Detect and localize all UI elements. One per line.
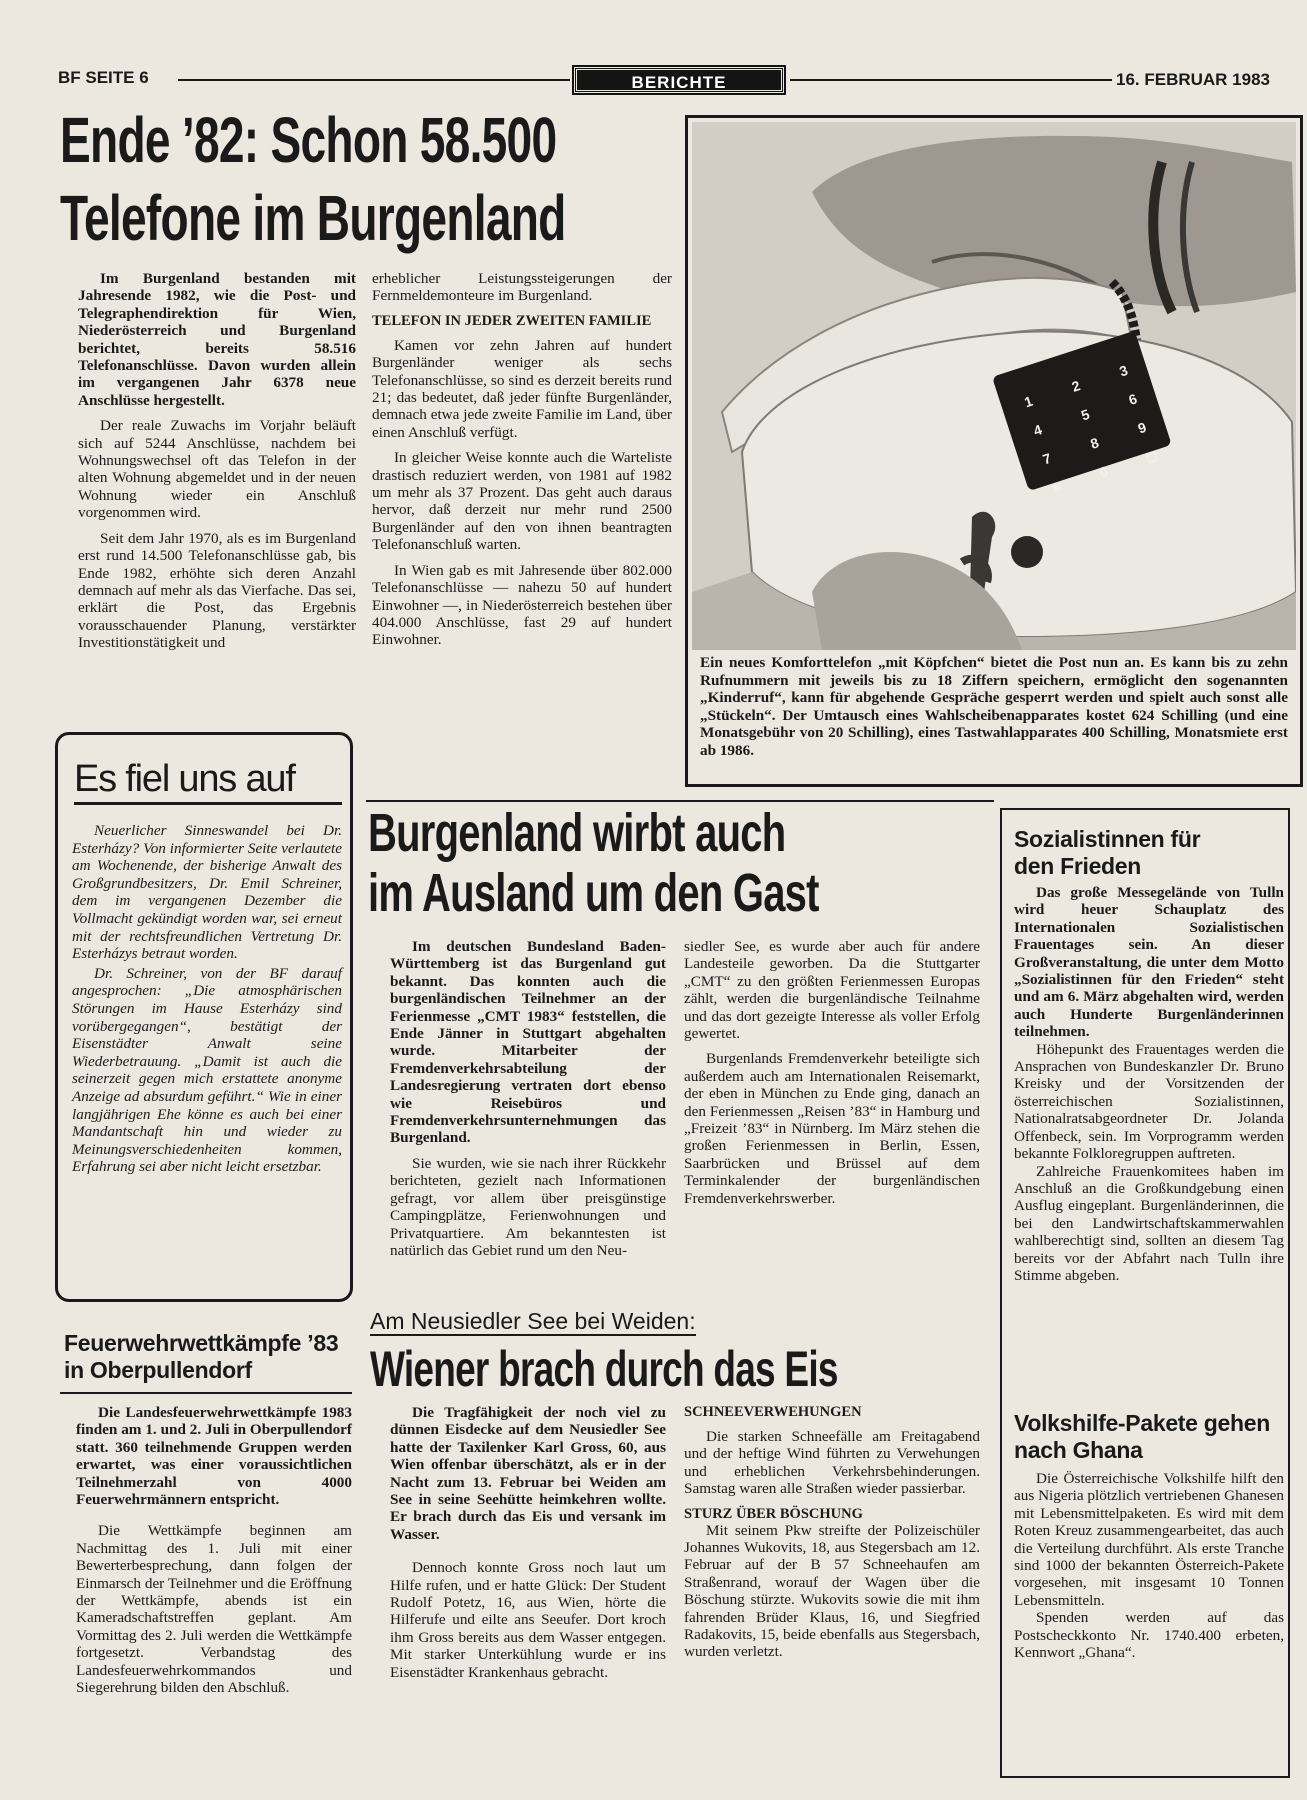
feuerwehr-text [76,1404,352,1697]
volkshilfe-text [1014,1470,1284,1661]
telefon-column-2 [372,270,672,649]
keypad-key: 9 [1135,418,1149,437]
eis-kicker: Am Neusiedler See bei Weiden: [370,1308,696,1334]
ausland-p2: siedler See, es wurde aber auch für andere Landesteile geworben. Da die Stuttgarter „CMT“ zu den größten Ferienmessen Europas zählt, werden die burgenländische Teilnahme und das dort gezeigte Interesse als voller Erfolg gewertet. [684,938,980,1043]
sozialistinnen-lead: Das große Messegelände von Tulln wird heuer Schauplatz des Internationalen Sozialistischen Frauentages sein. An dieser Großveranstaltung, die unter dem Motto „Sozialistinnen für den Frieden“ steht und am 6. März abgehalten wird, werden auch Hunderte Burgenländerinnen teilnehmen. [1014,884,1284,1041]
ausland-column-2 [684,938,980,1207]
keypad-key: ∗ [1048,477,1065,497]
feuerwehr-lead: Die Landesfeuerwehrwettkämpfe 1983 finden am 1. und 2. Juli in Oberpullendorf statt. 360 teilnehmende Gruppen werden erwartet, was einer voraussichtlichen Teilnehmerzahl von 4000 Feuerwehrmännern entspricht. [76,1404,352,1509]
header-rule-right [790,79,1112,81]
aufgefallen-p1: Neuerlicher Sinneswandel bei Dr. Esterházy? Von informierter Seite verlautete am Wochenende, der bisherige Anwalt des Großgrundbesitzers, Dr. Emil Schreiner, dem im vergangenen Dezember die Vollmacht gekündigt worden war, sei erneut mit der rechtsfreundlichen Vertretung Dr. Esterházys betraut worden. [72,822,342,963]
ausland-lead: Im deutschen Bundesland Baden-Württemberg ist das Burgenland gut bekannt. Das konnten auch die burgenländischen Teilnehmer an der Ferienmesse „CMT 1983“ feststellen, die Ende Jänner in Stuttgart abgehalten wurde. Mitarbeiter der Fremdenverkehrsabteilung der Landesregierung vertraten dort ebenso wie Reisebüros und Fremdenverkehrsunternehmungen das Burgenland. [390,938,666,1147]
telefon-lead: Im Burgenland bestanden mit Jahresende 1982, wie die Post- und Telegraphendirektion für Wien, Niederösterreich und Burgenland berichtet, bereits 58.516 Telefonanschlüsse. Davon wurden allein im vergangenen Jahr 6378 neue Anschlüsse hergestellt. [78,270,356,409]
keypad-key: 1 [1022,392,1035,411]
keypad-key: 5 [1079,405,1092,424]
eis-lead: Die Tragfähigkeit der noch viel zu dünnen Eisdecke auf dem Neusiedler See hatte der Taxilenker Karl Gross, 60, aus Wien offenbar überschätzt, als er in der Nacht zum 13. Februar bei Weiden am See in seine Seehütte heimkehren wollte. Er brach durch das Eis und versank im Wasser. [390,1404,666,1543]
telefon-p5: In gleicher Weise konnte auch die Warteliste drastisch reduziert werden, von 1981 auf 1982 um mehr als 37 Prozent. Das geht auch daraus hervor, daß derzeit nur mehr rund 2500 Burgenländer auf den von ihnen beantragten Telefonanschluß warten. [372,449,672,554]
keypad-key: 2 [1069,377,1083,395]
volkshilfe-p1: Die Österreichische Volkshilfe hilft den aus Nigeria plötzlich vertriebenen Ghanesen mit Lebensmittelpaketen. Es wird mit dem Roten Kreuz zusammengearbeitet, das auch die Verteilung durchführt. Als erste Tranche sind 1000 der bekannten Österreich-Pakete vorgesehen, mit insgesamt 10 Tonnen Lebensmitteln. [1014,1470,1284,1609]
telefon-subhead: TELEFON IN JEDER ZWEITEN FAMILIE [372,312,652,329]
eis-p3: Mit seinem Pkw streifte der Polizeischüler Johannes Wukovits, 18, aus Stegersbach am 12. Februar auf der B 57 Schneehaufen am Straßenrand, worauf der Wagen über die Böschung stürzte. Wukovits sowie die mit ihm fahrenden Brüder Klaus, 16, und Siegfried Radakovits, 15, beide ebenfalls aus Stegersbach, wurden verletzt. [684,1521,980,1661]
headline-telefon-2: Telefone im Burgenland [60,182,566,254]
headline-ausland-1: Burgenland wirbt auch [368,803,786,863]
sozialistinnen-p2: Zahlreiche Frauenkomitees haben im Anschluß an die Großkundgebung einen Ausflug eingeplant. Burgenländerinnen, die bei den Landwirtschaftskammerwahlen wahlberechtigt sind, sollten an diesem Tag bereits vor der Abfahrt nach Tulln ihre Stimme abgeben. [1014,1162,1284,1284]
sozialistinnen-text [1014,884,1284,1284]
ausland-p1: Sie wurden, wie sie nach ihrer Rückkehr berichteten, gezielt nach Informationen gefragt, vor allem über preisgünstige Campingplätze, Ferienwohnungen und Privatquartiere. Am bekanntesten ist natürlich das Gebiet rund um den Neu- [390,1154,666,1259]
eis-p1: Dennoch konnte Gross noch laut um Hilfe rufen, und er hatte Glück: Der Student Rudolf Potetz, 16, aus Wien, hörte die Hilferufe und eilte ans Seeufer. Dort kroch ihm Gross bereits aus dem Wasser entgegen. Mit starker Unterkühlung wurde er ins Eisenstädter Krankenhaus gebracht. [390,1559,666,1681]
headline-eis: Wiener brach durch das Eis [370,1341,838,1397]
aufgefallen-title: Es fiel uns auf [74,756,342,805]
aufgefallen-text [72,822,342,1176]
telefon-p2: Seit dem Jahr 1970, als es im Burgenland erst rund 14.500 Telefonanschlüsse gab, bis Ende 1982, erhöhte sich deren Anzahl demnach auf mehr als das Vierfache. Das sei, erklärt die Post, das Ergebnis vorausschauender Planung, verstärkter Investitionstätigkeit und [78,529,356,652]
page-date: 16. FEBRUAR 1983 [1116,70,1271,89]
telefon-p1: Der reale Zuwachs im Vorjahr beläuft sich auf 5244 Anschlüsse, nachdem bei Wohnungswechsel oft das Telefon in der alten Wohnung abgemeldet und in der neuen Wohnung wieder ein Anschluß vorgenommen wird. [78,417,356,522]
ausland-column-1 [390,938,666,1259]
keypad-key: 8 [1088,434,1101,452]
photo-caption: Ein neues Komforttelefon „mit Köpfchen“ bietet die Post nun an. Es kann bis zu zehn Rufnummern mit jeweils bis zu 18 Ziffern speichern, ermöglicht den sogenannten „Kinderruf“, kann für abgehende Gespräche gesperrt werden und spielt auch sonst alle „Stückeln“. Der Umtausch eines Wahlscheibenapparates kostet 624 Schilling (und eine Monatsgebühr von 20 Schilling), eines Tastwahlapparates 400 Schilling, Monatsmiete erst ab 1986. [700,654,1288,759]
feuerwehr-title: Feuerwehrwettkämpfe ’83 in Oberpullendorf [64,1330,339,1383]
eis-sub2: STURZ ÜBER BÖSCHUNG [684,1505,863,1522]
keypad-key: 3 [1117,361,1130,380]
feuerwehr-rule [60,1392,352,1394]
headline-telefon-1: Ende ’82: Schon 58.500 [60,104,557,176]
ausland-p3: Burgenlands Fremdenverkehr beteiligte sich außerdem auch am Internationalen Reisemarkt, der eben in München zu Ende ging, danach an den Ferienmessen „Reisen ’83“ in Hamburg und „Freizeit ’83“ in Nürnberg. Im März stehen die großen Ferienmessen in Berlin, Essen, Saarbrücken und Brüssel auf dem Terminkalender der burgenländischen Fremdenverkehrswerber. [684,1050,980,1207]
telefon-photo-box [685,115,1303,787]
volkshilfe-title: Volkshilfe-Pakete gehen nach Ghana [1014,1410,1270,1463]
sozialistinnen-p1: Höhepunkt des Frauentages werden die Ansprachen von Bundeskanzler Dr. Bruno Kreisky und der Vorsitzenden der österreichischen Sozialistinnen, Nationalratsabgeordneter Dr. Jolanda Offenbeck, sein. Im Vorprogramm werden bekannte Folkloregruppen auftreten. [1014,1040,1284,1163]
header-rule-left [178,79,570,81]
headline-ausland-2: im Ausland um den Gast [368,863,819,923]
telefon-p6: In Wien gab es mit Jahresende über 802.000 Telefonanschlüsse — nahezu 50 auf hundert Einwohner —, in Niederösterreich bestehen über 404.000 Anschlüsse, fast 29 auf hundert Einwohner. [372,561,672,649]
aufgefallen-p2: Dr. Schreiner, von der BF darauf angesprochen: „Die atmosphärischen Störungen im Hause Esterházy sind vorübergegangen“, bestätigt der Eisenstädter Anwalt seine Wiederbetrauung. „Damit ist auch die seinerzeit gegen mich erstattete anonyme Anzeige ad absurdum geführt.“ Wie in einer langjährigen Ehe könne es auch bei einer Mandantschaft hin und wieder zu Meinungsverschiedenheiten kommen, Erfahrung sei aber nicht leicht ersetzbar. [72,964,342,1176]
eis-column-1 [390,1404,666,1681]
volkshilfe-p2: Spenden werden auf das Postscheckkonto Nr. 1740.400 erbeten, Kennwort „Ghana“. [1014,1609,1284,1662]
feuerwehr-p1: Die Wettkämpfe beginnen am Nachmittag des 1. Juli mit einer Bewerterbesprechung, dann folgen der Einmarsch der Teilnehmer und die Eröffnung der Wettkämpfe, abends ist ein Kameradschaftstreffen geplant. Am Vormittag des 2. Juli werden die Wettkämpfe fortgesetzt. Verbandstag des Landesfeuerwehrkommandos und Siegerehrung bilden den Abschluß. [76,1522,352,1697]
telefon-column-1 [78,270,356,652]
eis-sub1: SCHNEEVERWEHUNGEN [684,1404,862,1420]
keypad-key: 7 [1040,449,1054,468]
section-label: BERICHTE [574,67,784,93]
telefon-p4: Kamen vor zehn Jahren auf hundert Burgenländer weniger als sechs Telefonanschlüsse, so sind es derzeit bereits rund 21; das bedeutet, daß jeder fünfte Burgenländer, demnach etwa jede zweite Familie im Land, über einen Anschluß verfügt. [372,336,672,441]
ausland-top-rule [366,800,994,802]
page-folio: BF SEITE 6 [58,68,149,87]
eis-p2: Die starken Schneefälle am Freitagabend und der heftige Wind führten zu Verwehungen und erheblichen Verkehrsbehinderungen. Samstag waren alle Straßen wieder passierbar. [684,1428,980,1498]
keypad-key: 6 [1126,390,1139,408]
keypad-key: 4 [1031,421,1044,439]
telefon-p3: erheblicher Leistungssteigerungen der Fernmeldemonteure im Burgenland. [372,270,672,305]
keypad-key: 0 [1097,462,1110,481]
sozialistinnen-title: Sozialistinnen für den Frieden [1014,826,1201,879]
eis-column-2 [684,1404,980,1661]
keypad-key: ◻ [1143,446,1160,466]
telephone-photo [692,122,1296,650]
